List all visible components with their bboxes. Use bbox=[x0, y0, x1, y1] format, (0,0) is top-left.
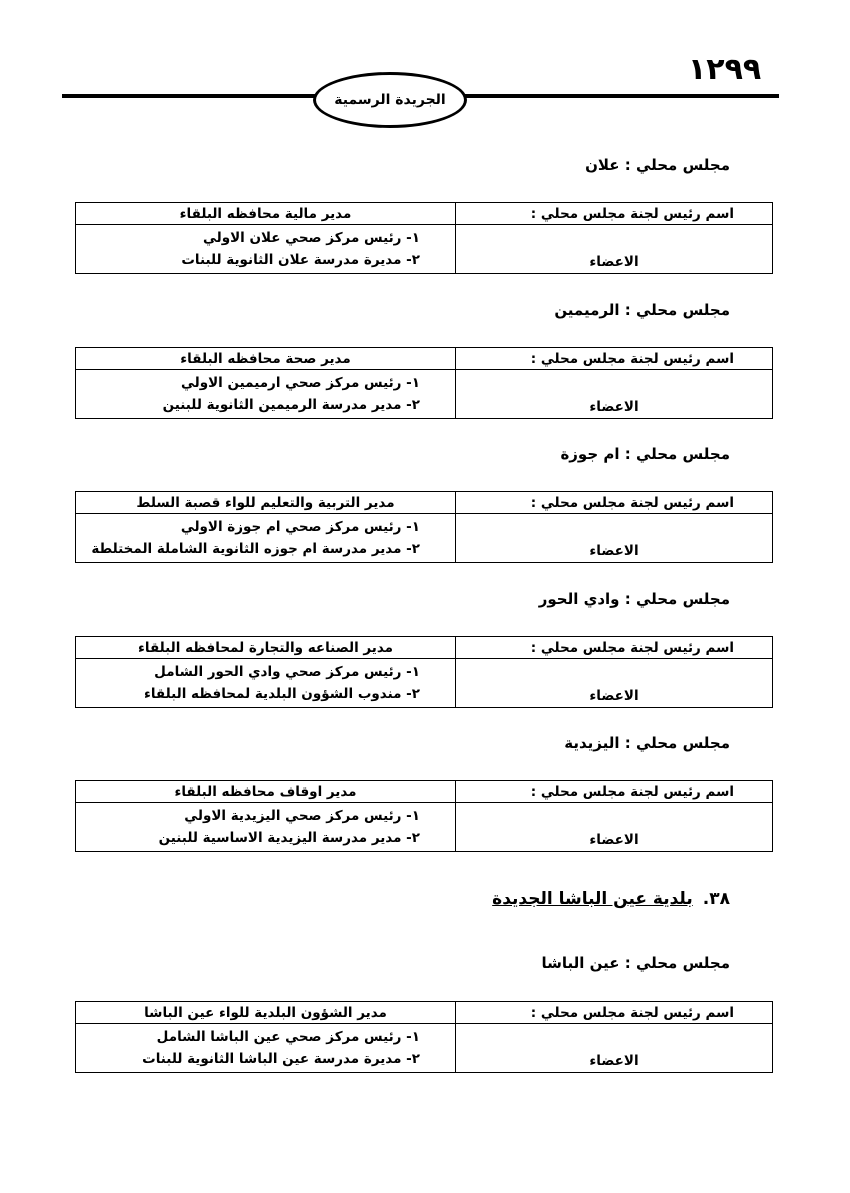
council-heading: مجلس محلي : الرميمين bbox=[554, 301, 730, 319]
member-item: ٢- مندوب الشؤون البلدية لمحافظه البلقاء bbox=[143, 686, 420, 702]
chair-value: مدير اوقاف محافظه البلقاء bbox=[76, 781, 456, 803]
council-heading: مجلس محلي : اليزيدية bbox=[564, 734, 730, 752]
committee-table bbox=[75, 202, 773, 274]
chair-value: مدير صحة محافظه البلقاء bbox=[76, 348, 456, 370]
chair-label: اسم رئيس لجنة مجلس محلي : bbox=[456, 637, 773, 659]
members-label: الاعضاء bbox=[456, 1024, 773, 1073]
chair-label: اسم رئيس لجنة مجلس محلي : bbox=[456, 781, 773, 803]
members-list bbox=[76, 514, 456, 563]
committee-table bbox=[75, 491, 773, 563]
section-title: بلدية عين الباشا الجديدة bbox=[492, 889, 693, 909]
gazette-title-oval bbox=[313, 72, 467, 128]
council-heading: مجلس محلي : وادي الحور bbox=[538, 590, 730, 608]
council-heading: مجلس محلي : عين الباشا bbox=[541, 954, 730, 972]
council-heading: مجلس محلي : علان bbox=[585, 156, 730, 174]
page-number: ١٢٩٩ bbox=[688, 52, 762, 87]
gazette-title: الجريدة الرسمية bbox=[334, 92, 446, 108]
committee-table bbox=[75, 1001, 773, 1073]
member-item: ١- رئيس مركز صحي ام جوزة الاولي bbox=[180, 519, 420, 535]
chair-value: مدير التربية والتعليم للواء قصبة السلط bbox=[76, 492, 456, 514]
chair-value: مدير الشؤون البلدية للواء عين الباشا bbox=[76, 1002, 456, 1024]
chair-label: اسم رئيس لجنة مجلس محلي : bbox=[456, 348, 773, 370]
chair-label: اسم رئيس لجنة مجلس محلي : bbox=[456, 203, 773, 225]
member-item: ٢- مدير مدرسة الرميمين الثانوية للبنين bbox=[162, 397, 420, 413]
members-label: الاعضاء bbox=[456, 514, 773, 563]
member-item: ١- رئيس مركز صحي اليزيدية الاولي bbox=[184, 808, 420, 824]
committee-table bbox=[75, 780, 773, 852]
members-list bbox=[76, 370, 456, 419]
members-label: الاعضاء bbox=[456, 659, 773, 708]
members-label: الاعضاء bbox=[456, 225, 773, 274]
member-item: ٢- مدير مدرسة اليزيدية الاساسية للبنين bbox=[158, 830, 420, 846]
members-list bbox=[76, 1024, 456, 1073]
member-item: ٢- مديرة مدرسة علان الثانوية للبنات bbox=[181, 252, 420, 268]
members-list bbox=[76, 803, 456, 852]
chair-label: اسم رئيس لجنة مجلس محلي : bbox=[456, 1002, 773, 1024]
section-number: ٣٨. bbox=[702, 889, 730, 909]
section-heading bbox=[492, 889, 730, 909]
chair-value: مدير مالية محافظه البلقاء bbox=[76, 203, 456, 225]
council-heading: مجلس محلي : ام جوزة bbox=[560, 445, 730, 463]
member-item: ٢- مدير مدرسة ام جوزه الثانوية الشاملة المختلطة bbox=[91, 541, 420, 557]
chair-label: اسم رئيس لجنة مجلس محلي : bbox=[456, 492, 773, 514]
member-item: ١- رئيس مركز صحي عين الباشا الشامل bbox=[156, 1029, 420, 1045]
members-label: الاعضاء bbox=[456, 370, 773, 419]
member-item: ١- رئيس مركز صحي وادي الحور الشامل bbox=[154, 664, 420, 680]
members-list bbox=[76, 225, 456, 274]
committee-table bbox=[75, 636, 773, 708]
chair-value: مدير الصناعه والتجارة لمحافظه البلقاء bbox=[76, 637, 456, 659]
committee-table bbox=[75, 347, 773, 419]
member-item: ١- رئيس مركز صحي علان الاولي bbox=[202, 230, 420, 246]
member-item: ٢- مديرة مدرسة عين الباشا الثانوية للبنات bbox=[142, 1051, 420, 1067]
members-label: الاعضاء bbox=[456, 803, 773, 852]
members-list bbox=[76, 659, 456, 708]
member-item: ١- رئيس مركز صحي ارميمين الاولي bbox=[180, 375, 420, 391]
